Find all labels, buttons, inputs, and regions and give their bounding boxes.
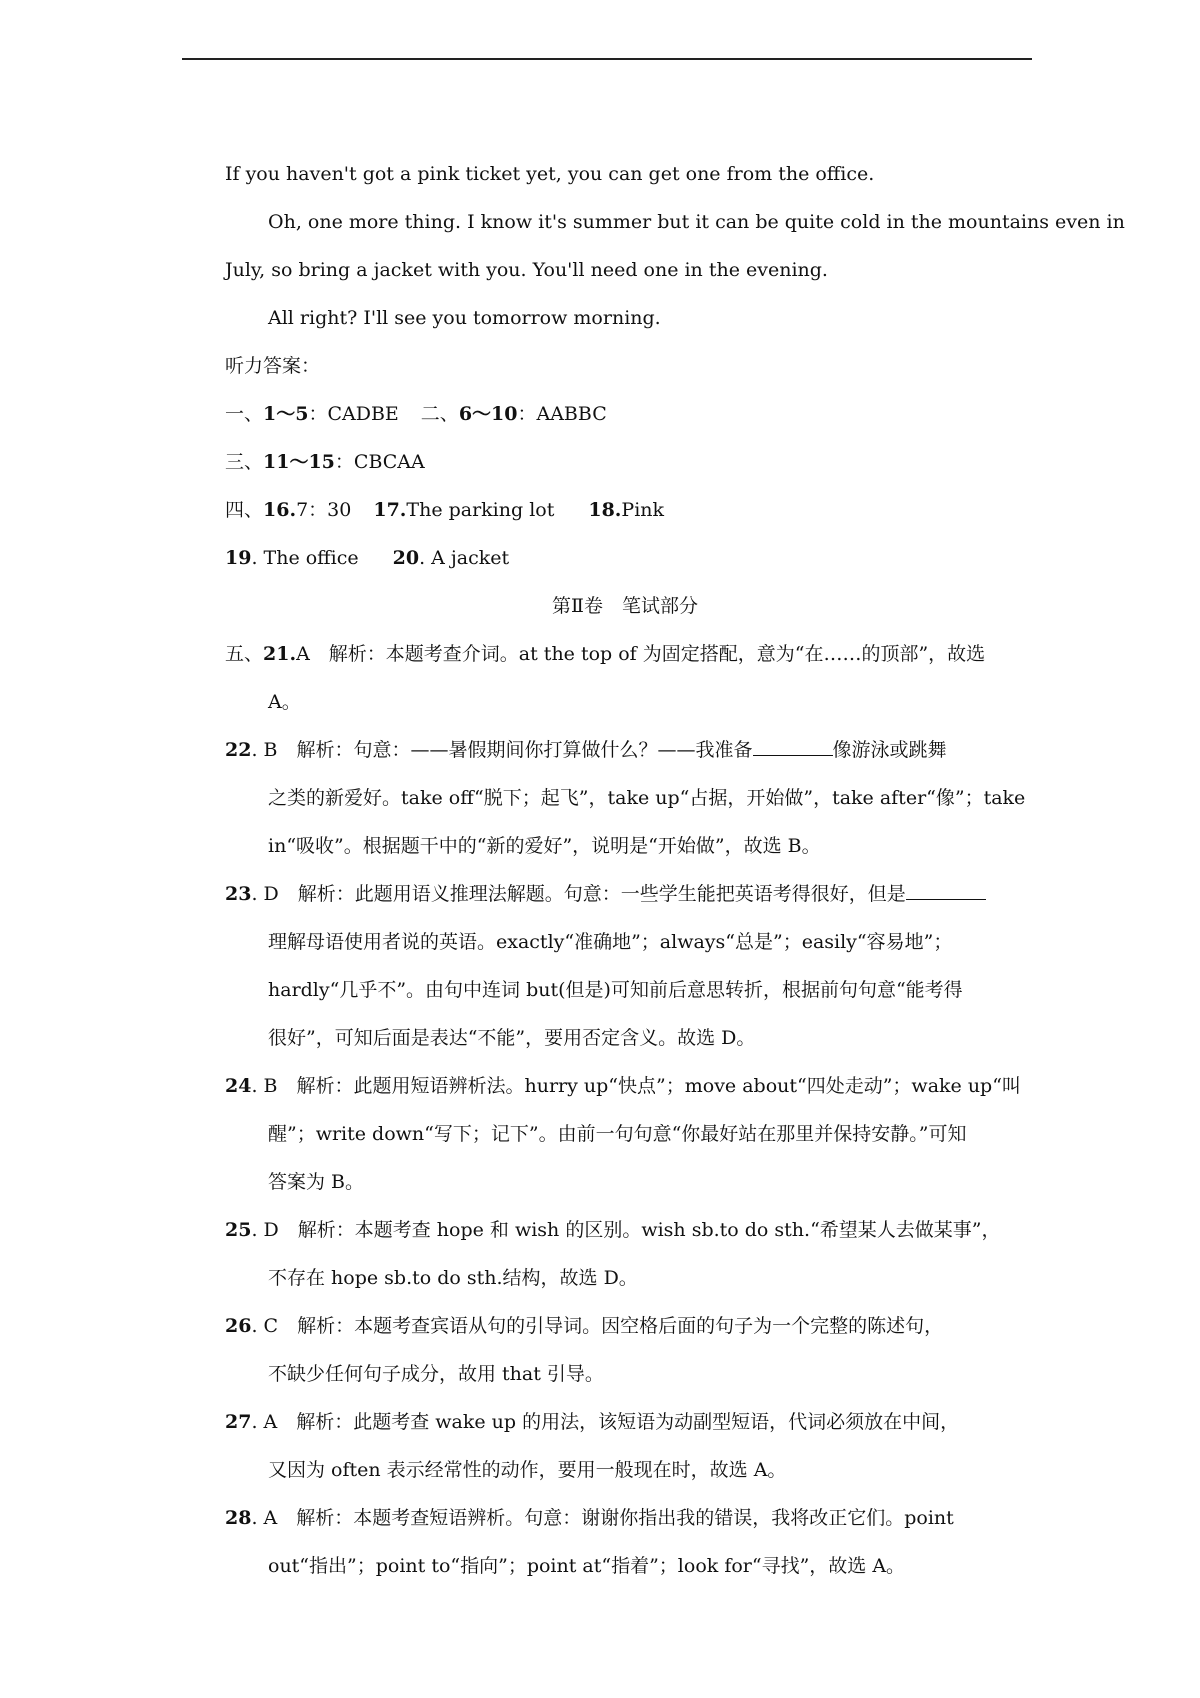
- q18-answer: Pink: [621, 499, 665, 521]
- q16-answer: 7：30: [296, 499, 352, 521]
- script-paragraph-1: If you haven't got a pink ticket yet, you can get one from the office.: [225, 163, 875, 185]
- q18-number: 18.: [588, 499, 622, 521]
- q27-text: . A 解析：此题考查 wake up 的用法，该短语为动副型短语，代词必须放在中间，: [251, 1411, 960, 1433]
- q17-number: 17.: [373, 499, 407, 521]
- q23-line-1: [225, 870, 1025, 918]
- q23-line-3: hardly“几乎不”。由句中连词 but(但是)可知前后意思转折，根据前句句意“能考得: [268, 979, 963, 1001]
- q22-blank: [753, 737, 833, 756]
- section-2-answers: ：AABBC: [517, 403, 607, 425]
- q26-text: . C 解析：本题考查宾语从句的引导词。因空格后面的句子为一个完整的陈述句，: [251, 1315, 944, 1337]
- script-paragraph-2-line-1: Oh, one more thing. I know it's summer but it can be quite cold in the mountains even in: [268, 211, 1125, 233]
- q24-line-1: [225, 1062, 1025, 1110]
- q16-number: 16.: [263, 499, 297, 521]
- section-5-label: 五、: [225, 643, 264, 665]
- q21-number: 21.: [263, 643, 297, 665]
- q25-number: 25: [225, 1219, 252, 1241]
- q26-line-1: [225, 1302, 1025, 1350]
- q20-number: 20: [392, 547, 420, 569]
- section-3-answers: ：CBCAA: [334, 451, 425, 473]
- q22-line-2: 之类的新爱好。take off“脱下；起飞”，take up“占据，开始做”，take after“像”；take: [268, 787, 1026, 809]
- q25-line-2: 不存在 hope sb.to do sth.结构，故选 D。: [268, 1267, 638, 1289]
- q27-number: 27: [225, 1411, 252, 1433]
- q26-number: 26: [225, 1315, 252, 1337]
- q25-line-1: [225, 1206, 1025, 1254]
- q28-line-2: out“指出”；point to“指向”；point at“指着”；look for“寻找”，故选 A。: [268, 1555, 906, 1577]
- section-3-label: 三、: [225, 451, 264, 473]
- q28-line-1: [225, 1494, 1025, 1542]
- answers-section-3: [225, 438, 1025, 486]
- page-content: [225, 150, 1125, 1590]
- section-2-label: 二、: [420, 403, 459, 425]
- answers-sections-1-2: [225, 390, 1025, 438]
- q27-line-2: 又因为 often 表示经常性的动作，要用一般现在时，故选 A。: [268, 1459, 787, 1481]
- q22-number: 22: [225, 739, 252, 761]
- q26-line-2: 不缺少任何句子成分，故用 that 引导。: [268, 1363, 604, 1385]
- q21-line-1: [225, 630, 1025, 678]
- q23-text: . D 解析：此题用语义推理法解题。句意：一些学生能把英语考得很好，但是: [251, 883, 906, 905]
- q17-answer: The parking lot: [406, 499, 555, 521]
- q22-line-3: in“吸收”。根据题干中的“新的爱好”，说明是“开始做”，故选 B。: [268, 835, 821, 857]
- q28-number: 28: [225, 1507, 252, 1529]
- script-paragraph-2-line-2: July, so bring a jacket with you. You'll need one in the evening.: [225, 259, 828, 281]
- q19-number: 19: [225, 547, 252, 569]
- q22-text-b: 像游泳或跳舞: [832, 739, 947, 761]
- section-3-range: 11～15: [263, 451, 335, 473]
- section-4-label: 四、: [225, 499, 264, 521]
- q23-number: 23: [225, 883, 252, 905]
- answers-section-4-cont: [225, 534, 1025, 582]
- q24-line-2: 醒”；write down“写下；记下”。由前一句句意“你最好站在那里并保持安静。”可知: [268, 1123, 967, 1145]
- answers-section-4: [225, 486, 1025, 534]
- q23-blank: [906, 881, 986, 900]
- section-1-range: 1～5: [263, 403, 309, 425]
- q19-answer: . The office: [251, 547, 359, 569]
- section-1-label: 一、: [225, 403, 264, 425]
- q25-text: . D 解析：本题考查 hope 和 wish 的区别。wish sb.to do sth.“希望某人去做某事”，: [251, 1219, 1001, 1241]
- q20-answer: . A jacket: [419, 547, 510, 569]
- q24-line-3: 答案为 B。: [268, 1171, 365, 1193]
- q21-text: A 解析：本题考查介词。at the top of 为固定搭配，意为“在……的顶部”，故选: [296, 643, 986, 665]
- section-2-title: 第Ⅱ卷 笔试部分: [552, 595, 698, 617]
- q21-line-2: A。: [268, 691, 301, 713]
- q23-line-4: 很好”，可知后面是表达“不能”，要用否定含义。故选 D。: [268, 1027, 756, 1049]
- q24-text: . B 解析：此题用短语辨析法。hurry up“快点”；move about“四处走动”；wake up“叫: [251, 1075, 1021, 1097]
- q28-text: . A 解析：本题考查短语辨析。句意：谢谢你指出我的错误，我将改正它们。point: [251, 1507, 954, 1529]
- section-2-range: 6～10: [458, 403, 518, 425]
- q22-line-1: [225, 726, 1025, 774]
- q27-line-1: [225, 1398, 1025, 1446]
- q22-text-a: . B 解析：句意：——暑假期间你打算做什么？——我准备: [251, 739, 753, 761]
- header-rule: [182, 58, 1032, 60]
- script-paragraph-3: All right? I'll see you tomorrow morning.: [268, 307, 661, 329]
- q24-number: 24: [225, 1075, 252, 1097]
- q23-line-2: 理解母语使用者说的英语。exactly“准确地”；always“总是”；easily“容易地”；: [268, 931, 953, 953]
- section-1-answers: ：CADBE: [308, 403, 399, 425]
- answers-heading: 听力答案：: [225, 355, 321, 377]
